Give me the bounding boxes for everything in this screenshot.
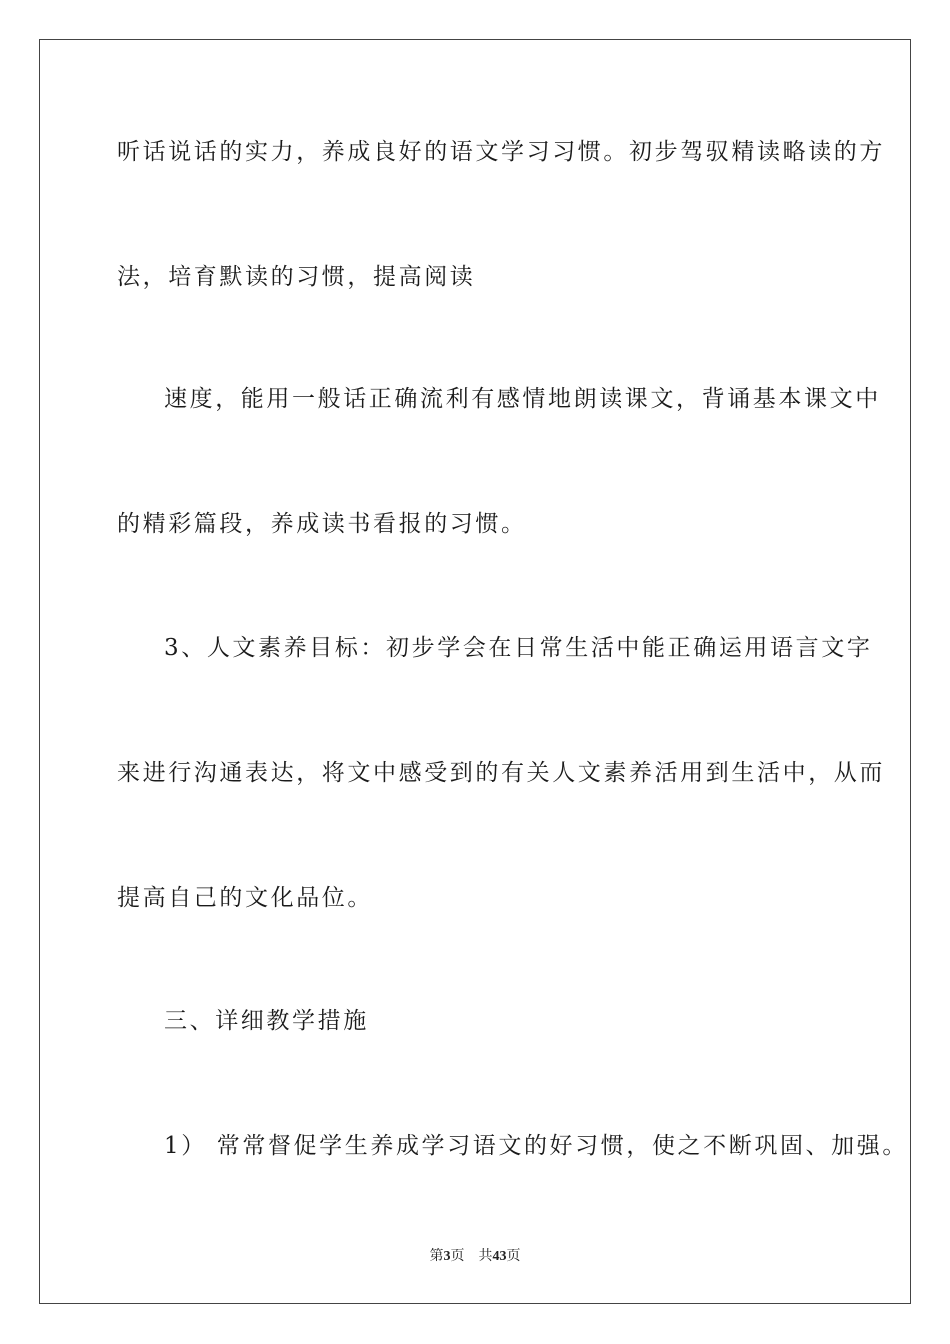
page-number: 3 <box>443 1249 451 1264</box>
total-pages: 43 <box>492 1249 507 1264</box>
body-text-line: 1） 常常督促学生养成学习语文的好习惯，使之不断巩固、加强。 <box>164 1133 908 1159</box>
body-text-line: 法，培育默读的习惯，提高阅读 <box>117 264 476 290</box>
section-heading: 三、详细教学措施 <box>164 1008 369 1034</box>
body-text-line: 来进行沟通表达，将文中感受到的有关人文素养活用到生活中，从而 <box>117 760 885 786</box>
body-text-line: 听话说话的实力，养成良好的语文学习习惯。初步驾驭精读略读的方 <box>117 139 885 165</box>
page-suffix: 页 <box>450 1249 465 1264</box>
page-prefix: 第 <box>429 1249 444 1264</box>
page-border <box>39 39 911 1304</box>
body-text-line: 提高自己的文化品位。 <box>117 885 373 911</box>
body-text-line: 的精彩篇段，养成读书看报的习惯。 <box>117 511 527 537</box>
total-suffix: 页 <box>506 1249 521 1264</box>
body-text-line: 速度，能用一般话正确流利有感情地朗读课文，背诵基本课文中 <box>164 386 881 412</box>
total-prefix: 共 <box>478 1249 493 1264</box>
body-text-line: 3、人文素养目标：初步学会在日常生活中能正确运用语言文字 <box>164 635 873 661</box>
page-footer <box>0 1248 950 1266</box>
